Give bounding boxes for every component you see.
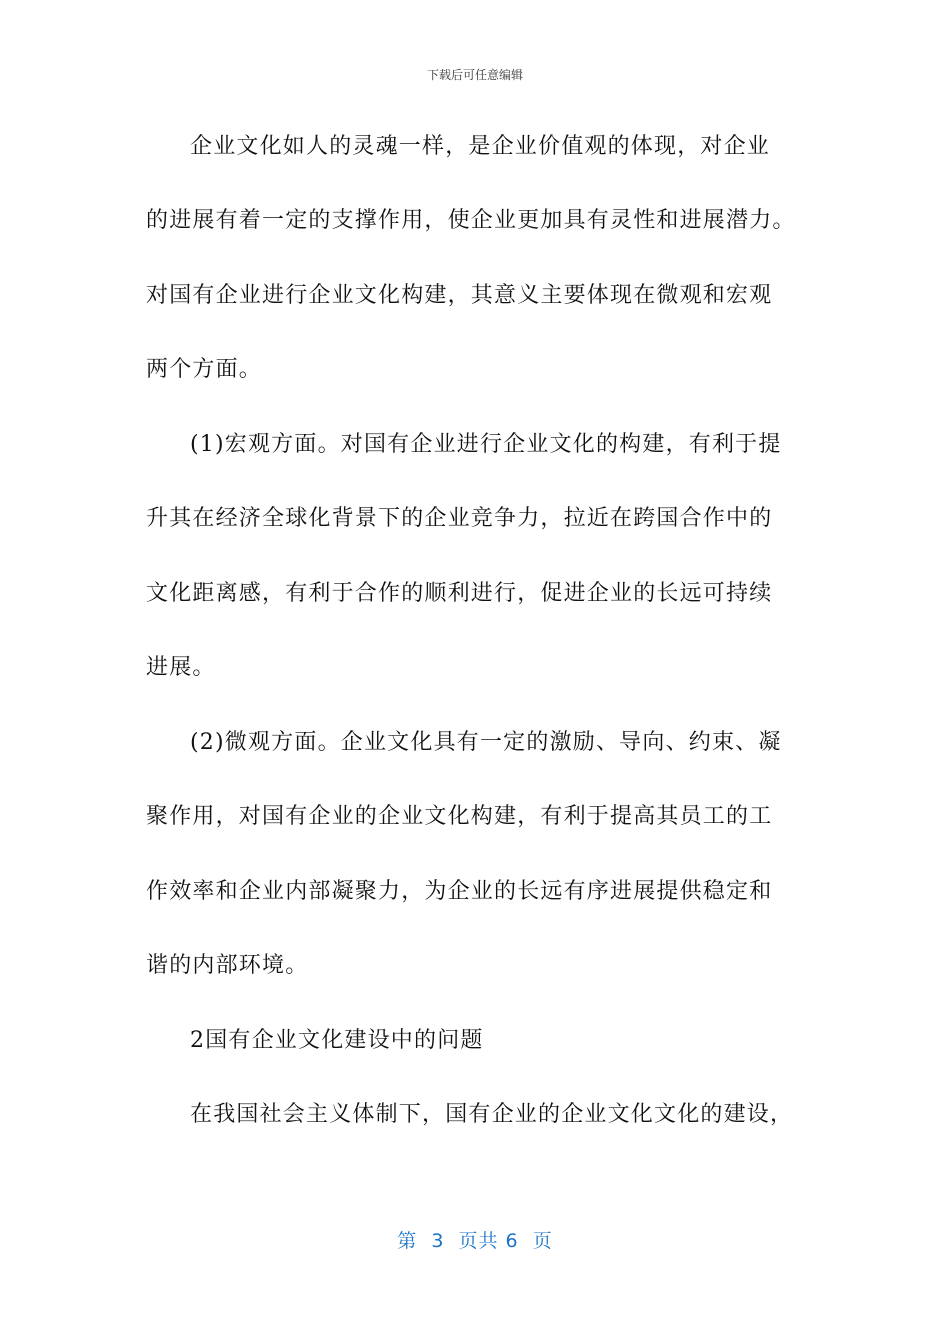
section-heading — [146, 1022, 806, 1059]
text-line: 文化距离感，有利于合作的顺利进行，促进企业的长远可持续 — [146, 580, 773, 606]
page-number-footer: 第 3 页共 6 页 — [397, 1230, 553, 1252]
paragraph-problems — [146, 1096, 806, 1133]
text-line: 对国有企业进行企业文化构建，其意义主要体现在微观和宏观 — [146, 282, 773, 308]
paragraph-macro — [146, 426, 806, 687]
paragraph-intro — [146, 128, 806, 389]
paragraph-micro — [146, 724, 806, 985]
header-note: 下载后可任意编辑 — [426, 68, 523, 82]
text-line: (1)宏观方面。对国有企业进行企业文化的构建，有利于提 — [190, 431, 782, 457]
heading-text: 2国有企业文化建设中的问题 — [190, 1027, 484, 1053]
document-body — [146, 128, 806, 1133]
text-line: 两个方面。 — [146, 357, 263, 383]
text-line: 谐的内部环境。 — [146, 953, 309, 979]
text-line: 聚作用，对国有企业的企业文化构建，有利于提高其员工的工 — [146, 804, 773, 830]
text-line: (2)微观方面。企业文化具有一定的激励、导向、约束、凝 — [190, 729, 782, 755]
text-line: 的进展有着一定的支撑作用，使企业更加具有灵性和进展潜力。 — [146, 208, 796, 234]
text-line: 企业文化如人的灵魂一样，是企业价值观的体现，对企业 — [190, 134, 771, 159]
text-line: 升其在经济全球化背景下的企业竞争力，拉近在跨国合作中的 — [146, 506, 773, 532]
text-line: 作效率和企业内部凝聚力，为企业的长远有序进展提供稳定和 — [146, 878, 773, 904]
text-line: 进展。 — [146, 655, 216, 681]
text-line: 在我国社会主义体制下，国有企业的企业文化文化的建设， — [190, 1102, 794, 1128]
